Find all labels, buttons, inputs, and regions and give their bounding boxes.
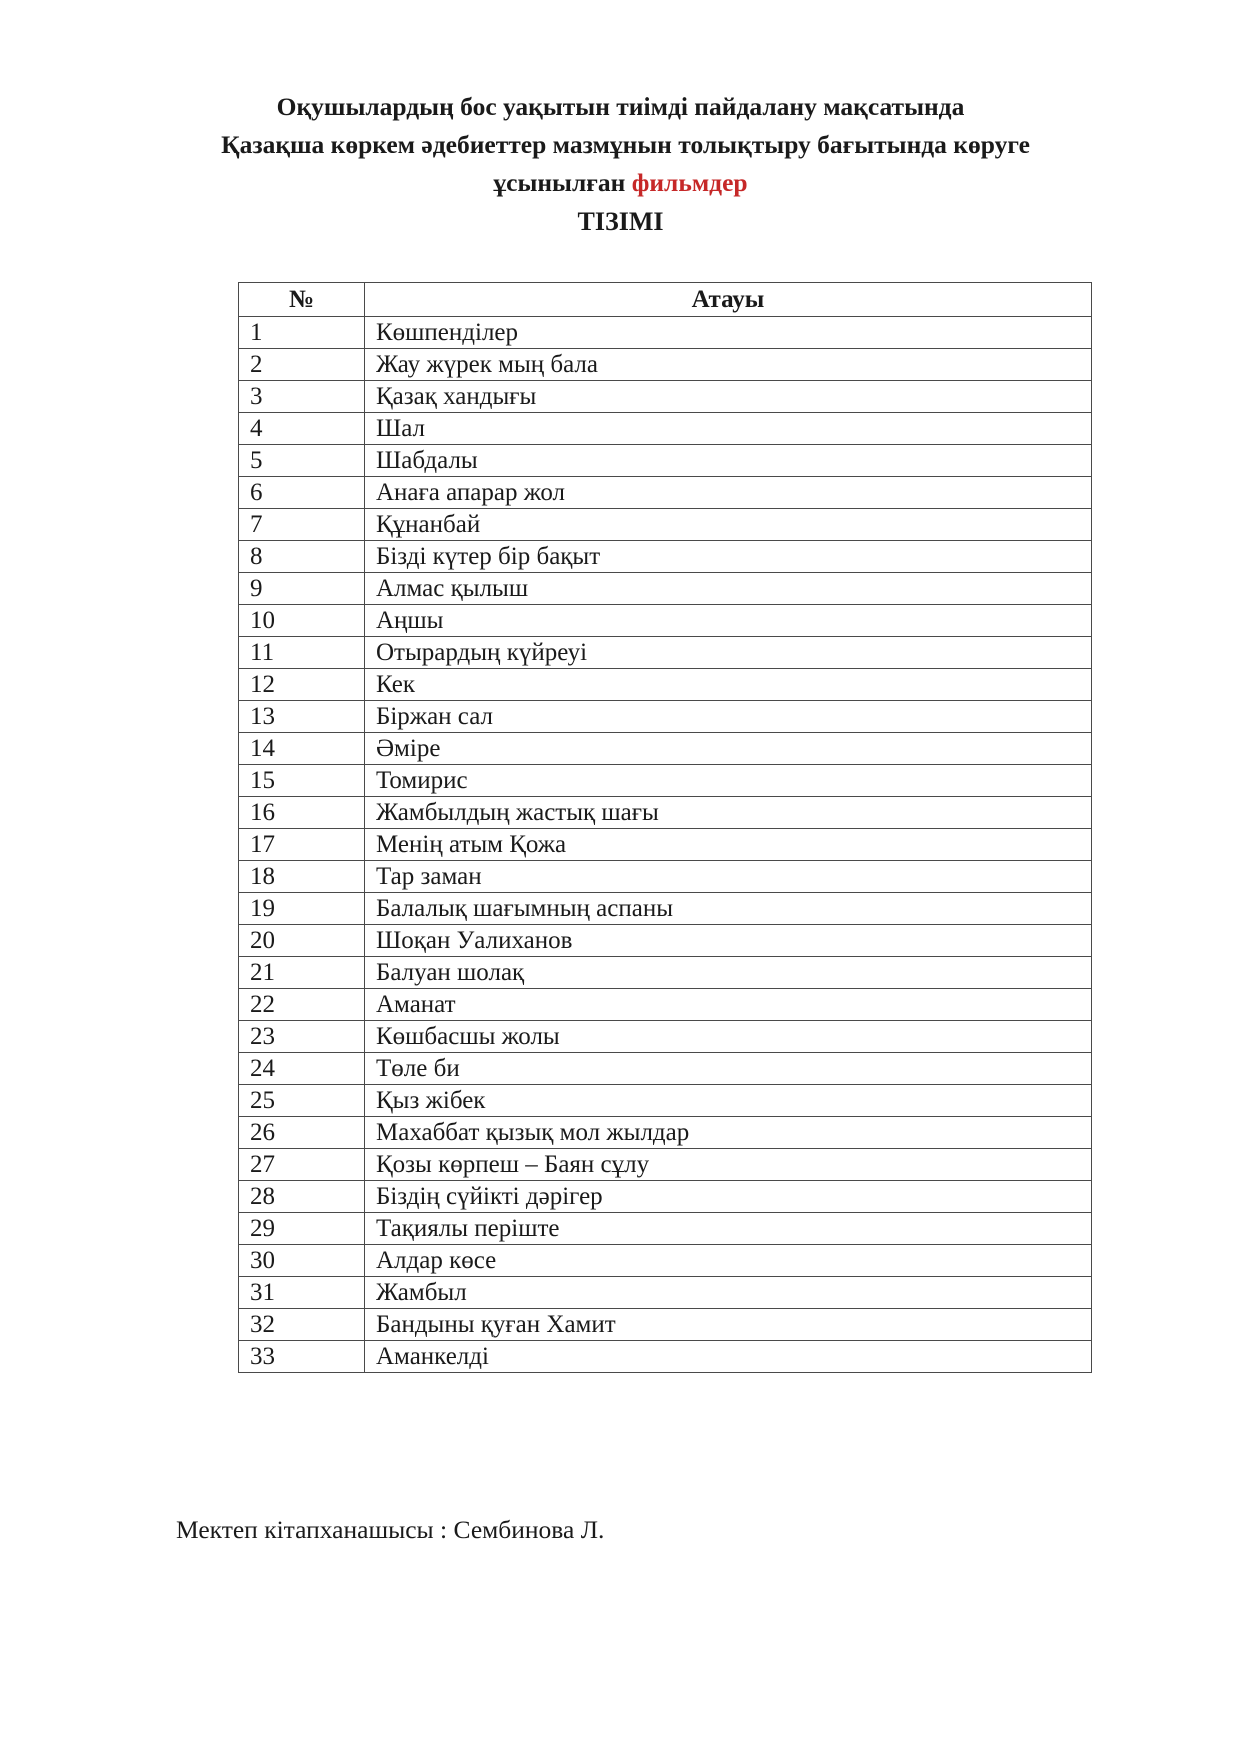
row-number: 4: [239, 413, 365, 445]
film-title: Алдар көсе: [365, 1245, 1092, 1277]
row-number: 25: [239, 1085, 365, 1117]
film-title: Тақиялы періште: [365, 1213, 1092, 1245]
table-body: [239, 317, 1092, 1373]
film-title: Жау жүрек мың бала: [365, 349, 1092, 381]
film-title: Қозы көрпеш – Баян сұлу: [365, 1149, 1092, 1181]
row-number: 29: [239, 1213, 365, 1245]
film-title: Шал: [365, 413, 1092, 445]
table-row: [239, 381, 1092, 413]
film-list-table: [238, 282, 1092, 1373]
table-row: [239, 1181, 1092, 1213]
film-title: Балуан шолақ: [365, 957, 1092, 989]
row-number: 24: [239, 1053, 365, 1085]
row-number: 18: [239, 861, 365, 893]
film-title: Біздің сүйікті дәрігер: [365, 1181, 1092, 1213]
table-row: [239, 1085, 1092, 1117]
film-title: Шоқан Уалиханов: [365, 925, 1092, 957]
table-row: [239, 733, 1092, 765]
table-row: [239, 605, 1092, 637]
table-row: [239, 989, 1092, 1021]
table-row: [239, 1021, 1092, 1053]
film-title: Алмас қылыш: [365, 573, 1092, 605]
film-title: Құнанбай: [365, 509, 1092, 541]
table-row: [239, 1213, 1092, 1245]
row-number: 10: [239, 605, 365, 637]
row-number: 20: [239, 925, 365, 957]
film-title: Аманат: [365, 989, 1092, 1021]
row-number: 19: [239, 893, 365, 925]
row-number: 17: [239, 829, 365, 861]
film-title: Біржан сал: [365, 701, 1092, 733]
table-row: [239, 317, 1092, 349]
film-title: Жамбыл: [365, 1277, 1092, 1309]
table-header-row: [239, 283, 1092, 317]
film-title: Төле би: [365, 1053, 1092, 1085]
row-number: 3: [239, 381, 365, 413]
table-row: [239, 829, 1092, 861]
title-accent-word: фильмдер: [631, 168, 748, 197]
row-number: 2: [239, 349, 365, 381]
table-row: [239, 413, 1092, 445]
film-title: Тар заман: [365, 861, 1092, 893]
table-row: [239, 669, 1092, 701]
table-row: [239, 1149, 1092, 1181]
film-title: Томирис: [365, 765, 1092, 797]
table-row: [239, 861, 1092, 893]
film-title: Аманкелді: [365, 1341, 1092, 1373]
film-title: Аңшы: [365, 605, 1092, 637]
table-row: [239, 957, 1092, 989]
row-number: 16: [239, 797, 365, 829]
row-number: 32: [239, 1309, 365, 1341]
row-number: 15: [239, 765, 365, 797]
column-header-title: Атауы: [365, 283, 1092, 317]
row-number: 30: [239, 1245, 365, 1277]
list-heading: ТІЗІМІ: [577, 207, 664, 236]
table-row: [239, 1117, 1092, 1149]
table-row: [239, 509, 1092, 541]
film-title: Кек: [365, 669, 1092, 701]
table-row: [239, 1309, 1092, 1341]
table-row: [239, 573, 1092, 605]
film-title: Көшпенділер: [365, 317, 1092, 349]
table-row: [239, 349, 1092, 381]
film-title: Менің атым Қожа: [365, 829, 1092, 861]
librarian-signature: Мектеп кітапханашысы : Сембинова Л.: [176, 1515, 605, 1544]
column-header-number: №: [239, 283, 365, 317]
row-number: 31: [239, 1277, 365, 1309]
row-number: 28: [239, 1181, 365, 1213]
film-title: Көшбасшы жолы: [365, 1021, 1092, 1053]
row-number: 12: [239, 669, 365, 701]
film-title: Шабдалы: [365, 445, 1092, 477]
row-number: 22: [239, 989, 365, 1021]
title-line-2: Қазақша көркем әдебиеттер мазмұнын толықтыру бағытында көруге: [221, 130, 1030, 159]
row-number: 33: [239, 1341, 365, 1373]
table-row: [239, 1053, 1092, 1085]
table-row: [239, 797, 1092, 829]
table-row: [239, 925, 1092, 957]
row-number: 6: [239, 477, 365, 509]
film-title: Жамбылдың жастық шағы: [365, 797, 1092, 829]
row-number: 7: [239, 509, 365, 541]
table-row: [239, 445, 1092, 477]
title-line-3-prefix: ұсынылған: [493, 168, 632, 197]
film-title: Бандыны қуған Хамит: [365, 1309, 1092, 1341]
table-row: [239, 701, 1092, 733]
title-line-1: Оқушылардың бос уақытын тиімді пайдалану мақсатында: [276, 92, 965, 121]
film-title: Қыз жібек: [365, 1085, 1092, 1117]
film-title: Отырардың күйреуі: [365, 637, 1092, 669]
row-number: 13: [239, 701, 365, 733]
row-number: 8: [239, 541, 365, 573]
film-title: Әміре: [365, 733, 1092, 765]
table-row: [239, 637, 1092, 669]
film-title: Бізді күтер бір бақыт: [365, 541, 1092, 573]
row-number: 9: [239, 573, 365, 605]
row-number: 21: [239, 957, 365, 989]
row-number: 23: [239, 1021, 365, 1053]
table-row: [239, 1245, 1092, 1277]
row-number: 27: [239, 1149, 365, 1181]
row-number: 26: [239, 1117, 365, 1149]
table-row: [239, 893, 1092, 925]
film-title: Балалық шағымның аспаны: [365, 893, 1092, 925]
row-number: 11: [239, 637, 365, 669]
table-row: [239, 765, 1092, 797]
table-row: [239, 541, 1092, 573]
document-title: [0, 88, 1241, 241]
film-title: Махаббат қызық мол жылдар: [365, 1117, 1092, 1149]
title-line-3: [0, 164, 1241, 202]
table-row: [239, 477, 1092, 509]
row-number: 14: [239, 733, 365, 765]
row-number: 1: [239, 317, 365, 349]
table-row: [239, 1277, 1092, 1309]
table-row: [239, 1341, 1092, 1373]
film-title: Анаға апарар жол: [365, 477, 1092, 509]
row-number: 5: [239, 445, 365, 477]
film-title: Қазақ хандығы: [365, 381, 1092, 413]
